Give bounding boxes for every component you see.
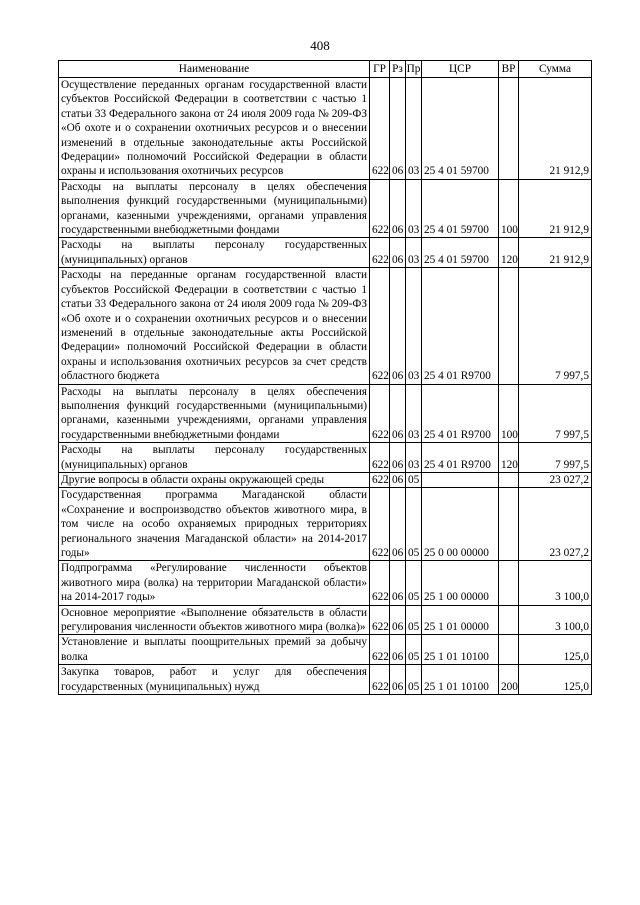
cell-rz: 06 (390, 605, 406, 635)
cell-csr: 25 1 01 00000 (422, 605, 499, 635)
cell-name: Расходы на выплаты персоналу государственных (муниципальных) органов (59, 238, 370, 268)
cell-rz: 06 (390, 384, 406, 443)
cell-csr: 25 4 01 R9700 (422, 443, 499, 473)
column-header-name: Наименование (59, 61, 370, 78)
cell-pr: 05 (406, 665, 422, 695)
cell-vr (499, 268, 519, 384)
cell-pr: 03 (406, 238, 422, 268)
table-row (59, 605, 592, 635)
cell-csr: 25 4 01 R9700 (422, 384, 499, 443)
cell-sum: 7 997,5 (519, 443, 592, 473)
page-number: 408 (310, 38, 330, 53)
cell-rz: 06 (390, 268, 406, 384)
cell-sum: 23 027,2 (519, 488, 592, 561)
cell-pr: 03 (406, 179, 422, 238)
cell-csr: 25 4 01 59700 (422, 179, 499, 238)
cell-vr: 200 (499, 665, 519, 695)
table-row (59, 665, 592, 695)
cell-name: Основное мероприятие «Выполнение обязательств в области регулирования численности объектов животного мира (волка)» (59, 605, 370, 635)
cell-name: Подпрограмма «Регулирование численности объектов животного мира (волка) на территории Магаданской области» на 2014-2017 годы» (59, 561, 370, 605)
cell-name: Расходы на выплаты персоналу государственных (муниципальных) органов (59, 443, 370, 473)
cell-name: Закупка товаров, работ и услуг для обеспечения государственных (муниципальных) нужд (59, 665, 370, 695)
cell-rz: 06 (390, 488, 406, 561)
cell-rz: 06 (390, 78, 406, 180)
cell-pr: 03 (406, 268, 422, 384)
cell-gr: 622 (370, 268, 390, 384)
cell-csr: 25 1 01 10100 (422, 635, 499, 665)
cell-csr (422, 472, 499, 487)
table-row (59, 384, 592, 443)
column-header-csr: ЦСР (422, 61, 499, 78)
cell-gr: 622 (370, 488, 390, 561)
table-row (59, 472, 592, 487)
cell-csr: 25 4 01 59700 (422, 78, 499, 180)
cell-vr: 100 (499, 384, 519, 443)
cell-vr: 120 (499, 238, 519, 268)
table-row (59, 443, 592, 473)
cell-vr: 120 (499, 443, 519, 473)
cell-pr: 05 (406, 635, 422, 665)
cell-name: Расходы на выплаты персоналу в целях обеспечения выполнения функций государственными (муниципальными) органами, казенными учреждениями, органами управления государственными внебюджетными фондами (59, 384, 370, 443)
cell-name: Установление и выплаты поощрительных премий за добычу волка (59, 635, 370, 665)
column-header-gr: ГР (370, 61, 390, 78)
cell-gr: 622 (370, 665, 390, 695)
cell-name: Расходы на переданные органам государственной власти субъектов Российской Федерации в соответствии с частью 1 статьи 33 Федерального закона от 24 июля 2009 года № 209-ФЗ «Об охоте и о сохранении охотничьих ресурсов и о внесении изменений в отдельные законодательные акты Российской Федерации» полномочий Российской Федерации в области охраны и использования охотничьих ресурсов за счет средств областного бюджета (59, 268, 370, 384)
cell-name: Осуществление переданных органам государственной власти субъектов Российской Федерации в соответствии с частью 1 статьи 33 Федерального закона от 24 июля 2009 года № 209-ФЗ «Об охоте и о сохранении охотничьих ресурсов и о внесении изменений в отдельные законодательные акты Российской Федерации» полномочий Российской Федерации в области охраны и использования охотничьих ресурсов (59, 78, 370, 180)
cell-pr: 03 (406, 78, 422, 180)
cell-csr: 25 0 00 00000 (422, 488, 499, 561)
column-header-rz: Рз (390, 61, 406, 78)
table-row (59, 268, 592, 384)
cell-name: Другие вопросы в области охраны окружающей среды (59, 472, 370, 487)
cell-sum: 3 100,0 (519, 561, 592, 605)
cell-gr: 622 (370, 635, 390, 665)
cell-sum: 125,0 (519, 665, 592, 695)
cell-vr: 100 (499, 179, 519, 238)
cell-gr: 622 (370, 238, 390, 268)
cell-pr: 05 (406, 472, 422, 487)
column-header-sum: Сумма (519, 61, 592, 78)
cell-rz: 06 (390, 472, 406, 487)
cell-sum: 7 997,5 (519, 384, 592, 443)
cell-vr (499, 472, 519, 487)
table-row (59, 561, 592, 605)
cell-sum: 21 912,9 (519, 78, 592, 180)
cell-vr (499, 605, 519, 635)
table-row (59, 488, 592, 561)
cell-vr (499, 561, 519, 605)
cell-gr: 622 (370, 78, 390, 180)
cell-name: Расходы на выплаты персоналу в целях обеспечения выполнения функций государственными (муниципальными) органами, казенными учреждениями, органами управления государственными внебюджетными фондами (59, 179, 370, 238)
cell-pr: 05 (406, 605, 422, 635)
cell-gr: 622 (370, 384, 390, 443)
cell-pr: 03 (406, 443, 422, 473)
cell-gr: 622 (370, 561, 390, 605)
table-header-row (59, 61, 592, 78)
column-header-vr: ВР (499, 61, 519, 78)
cell-rz: 06 (390, 238, 406, 268)
cell-name: Государственная программа Магаданской области «Сохранение и воспроизводство объектов животного мира, в том числе на особо охраняемых природных территориях регионального значения Магаданской области» на 2014-2017 годы» (59, 488, 370, 561)
table-row (59, 635, 592, 665)
cell-csr: 25 4 01 59700 (422, 238, 499, 268)
table-row (59, 238, 592, 268)
cell-gr: 622 (370, 472, 390, 487)
cell-sum: 23 027,2 (519, 472, 592, 487)
cell-gr: 622 (370, 443, 390, 473)
cell-gr: 622 (370, 605, 390, 635)
cell-sum: 125,0 (519, 635, 592, 665)
budget-table (58, 60, 592, 695)
cell-vr (499, 635, 519, 665)
cell-rz: 06 (390, 179, 406, 238)
cell-pr: 03 (406, 384, 422, 443)
cell-pr: 05 (406, 488, 422, 561)
table-row (59, 179, 592, 238)
cell-vr (499, 488, 519, 561)
column-header-pr: Пр (406, 61, 422, 78)
cell-rz: 06 (390, 561, 406, 605)
cell-rz: 06 (390, 635, 406, 665)
cell-csr: 25 1 00 00000 (422, 561, 499, 605)
cell-vr (499, 78, 519, 180)
cell-sum: 21 912,9 (519, 238, 592, 268)
table-row (59, 78, 592, 180)
cell-sum: 3 100,0 (519, 605, 592, 635)
cell-rz: 06 (390, 443, 406, 473)
cell-sum: 7 997,5 (519, 268, 592, 384)
cell-rz: 06 (390, 665, 406, 695)
cell-sum: 21 912,9 (519, 179, 592, 238)
cell-gr: 622 (370, 179, 390, 238)
cell-pr: 05 (406, 561, 422, 605)
cell-csr: 25 1 01 10100 (422, 665, 499, 695)
cell-csr: 25 4 01 R9700 (422, 268, 499, 384)
